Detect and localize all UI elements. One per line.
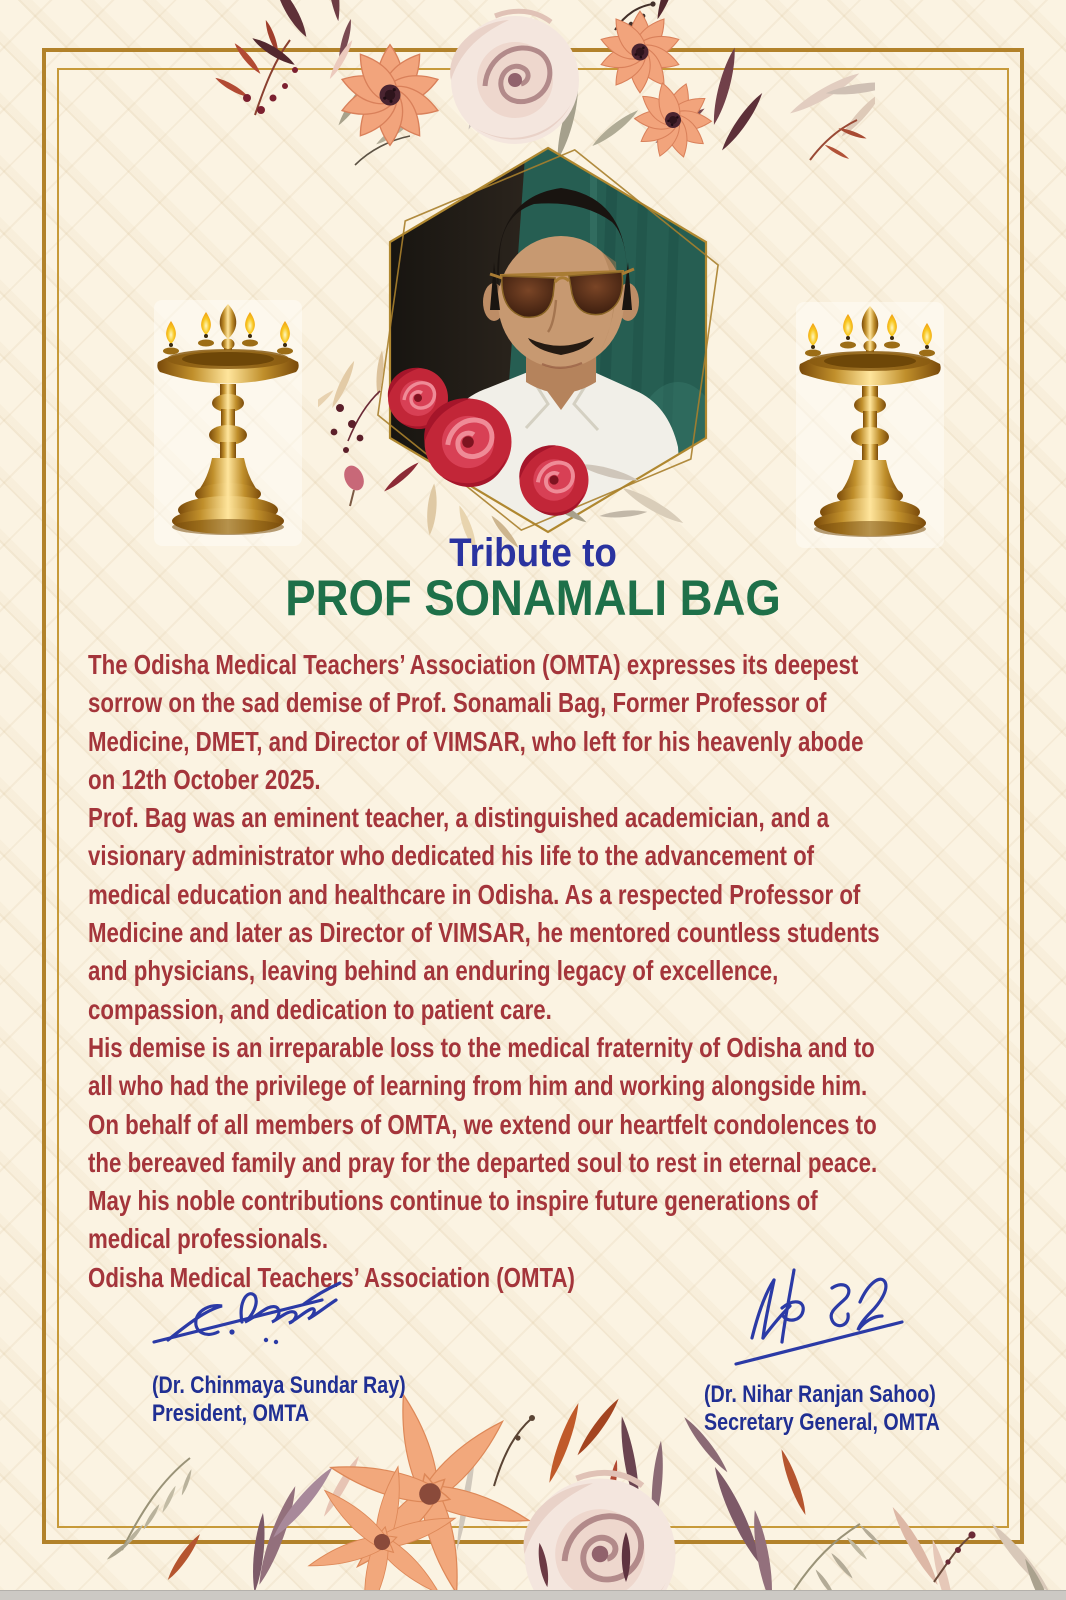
left-lamp-icon <box>148 298 308 548</box>
red-rose-lower <box>519 445 588 515</box>
body-line: The Odisha Medical Teachers’ Association (OMTA) expresses its deepest <box>88 649 859 680</box>
pale-leaves-right <box>787 69 875 140</box>
body-line: On behalf of all members of OMTA, we extend our heartfelt condolences to <box>88 1108 877 1140</box>
body-line: Medicine and later as Director of VIMSAR, he mentored countless students <box>88 917 880 949</box>
peach-daisy-upper-right <box>598 11 682 93</box>
grey-leaves-right <box>577 460 686 527</box>
sage-sprig-left <box>106 1458 194 1561</box>
tribute-body-text <box>88 646 982 1297</box>
body-line: His demise is an irreparable loss to the medical fraternity of Odisha and to <box>88 1031 875 1063</box>
cream-rose-center <box>450 11 579 144</box>
secretary-name: (Dr. Nihar Ranjan Sahoo) <box>704 1381 936 1408</box>
peach-daisy-left <box>338 45 442 146</box>
body-line: medical education and healthcare in Odisha. As a respected Professor of <box>88 878 861 910</box>
red-rose-large <box>424 398 511 487</box>
president-name: (Dr. Chinmaya Sundar Ray) <box>152 1372 406 1399</box>
secretary-credentials <box>704 1381 940 1436</box>
body-line: May his noble contributions continue to inspire future generations of <box>88 1185 818 1217</box>
left-berry-sprig <box>214 19 298 115</box>
president-credentials <box>152 1372 406 1427</box>
body-line: on 12th October 2025. <box>88 763 321 795</box>
window-edge-strip <box>0 1590 1066 1600</box>
body-line: Medicine, DMET, and Director of VIMSAR, who left for his heavenly abode <box>88 725 864 757</box>
rust-leaf-left <box>165 1532 203 1582</box>
body-line: the bereaved family and pray for the departed soul to rest in eternal peace. <box>88 1146 878 1178</box>
body-line: compassion, and dedication to patient care. <box>88 993 552 1025</box>
purple-leaves-right <box>681 1414 777 1596</box>
body-line: all who had the privilege of learning from him and working alongside him. <box>88 1070 868 1102</box>
beige-leaves <box>318 350 385 419</box>
blush-leaves-right <box>888 1504 958 1596</box>
sage-sprig-right <box>794 1524 882 1596</box>
honoree-name: PROF SONAMALI BAG <box>285 570 781 626</box>
secretary-title: Secretary General, OMTA <box>704 1408 940 1436</box>
body-line: Prof. Bag was an eminent teacher, a distinguished academician, and a <box>88 802 830 834</box>
pale-leaves-far-right <box>988 1520 1059 1596</box>
tribute-label: Tribute to <box>449 531 617 575</box>
secretary-signature <box>732 1256 927 1374</box>
rose-cluster-decoration <box>318 346 708 561</box>
pink-bud <box>340 462 367 506</box>
president-title: President, OMTA <box>152 1399 310 1427</box>
body-line: visionary administrator who dedicated his life to the advancement of <box>88 840 815 872</box>
red-twig-right <box>810 120 867 161</box>
right-lamp-icon <box>790 300 950 550</box>
president-signature <box>146 1262 351 1362</box>
body-line: medical professionals. <box>88 1223 329 1255</box>
body-line: sorrow on the sad demise of Prof. Sonamali Bag, Former Professor of <box>88 687 827 719</box>
body-line: and physicians, leaving behind an enduring legacy of excellence, <box>88 955 779 987</box>
rust-leaf-right <box>778 1448 810 1517</box>
body-line: Odisha Medical Teachers’ Association (OMTA) <box>88 1261 575 1293</box>
